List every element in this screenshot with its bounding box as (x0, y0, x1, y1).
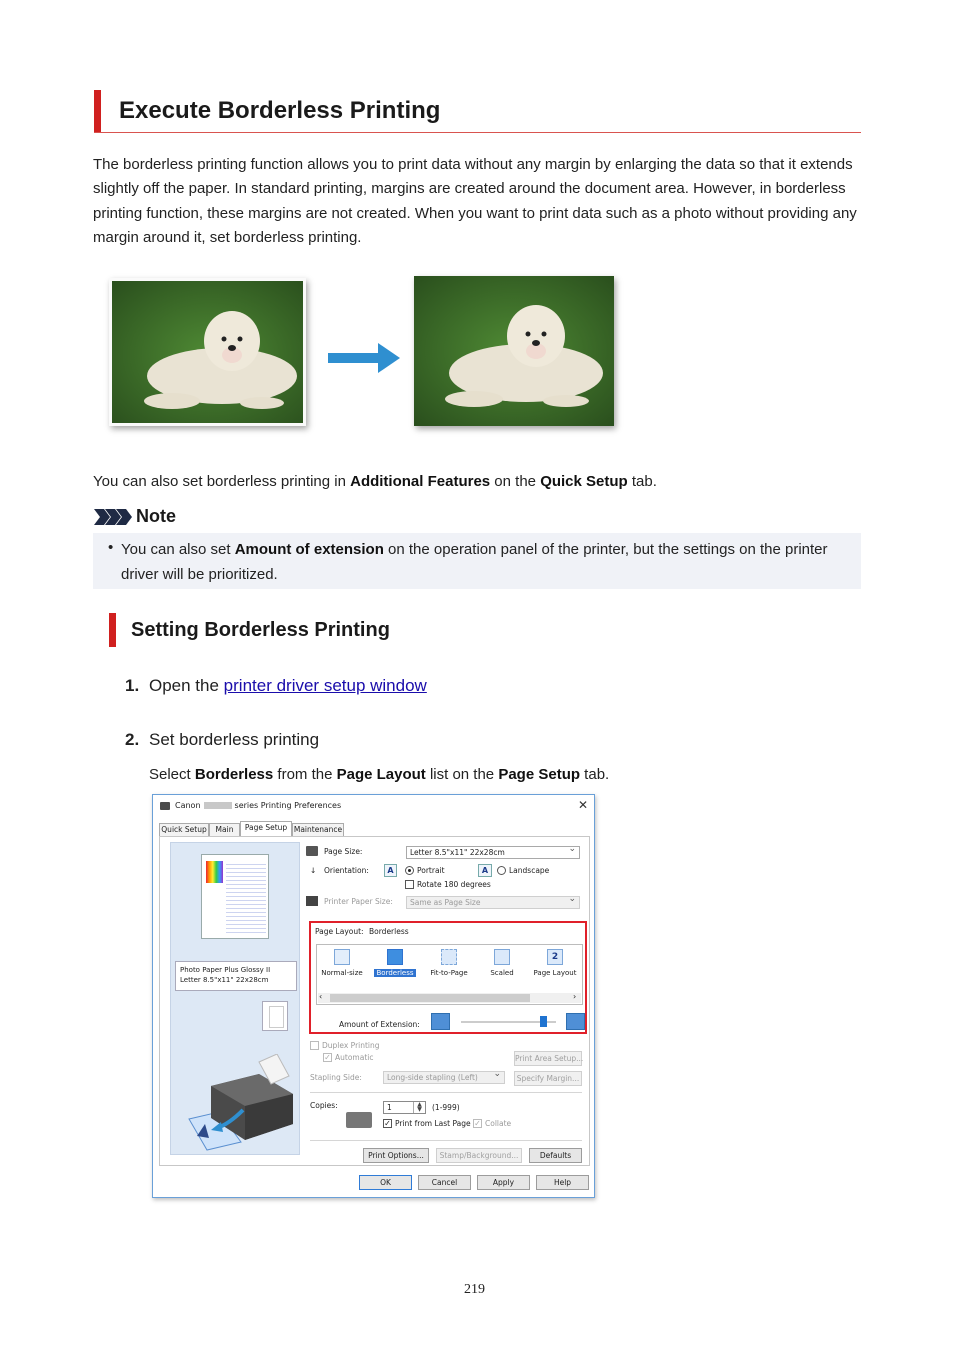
printer-paper-size-label: Printer Paper Size: (324, 897, 393, 906)
scrollbar-thumb[interactable] (330, 994, 530, 1002)
borderless-icon (387, 949, 403, 965)
copies-label: Copies: (310, 1101, 338, 1110)
layout-label: Fit-to-Page (430, 969, 468, 977)
printer-app-icon (160, 802, 170, 810)
layout-scrollbar[interactable] (318, 993, 581, 1003)
close-icon[interactable]: ✕ (578, 798, 589, 812)
extension-large-icon (566, 1013, 585, 1030)
step-2: 2. Set borderless printing (125, 730, 320, 749)
page-layout-label: Page Layout: (315, 927, 364, 936)
arrow-right-icon (328, 343, 400, 378)
media-type: Photo Paper Plus Glossy II (180, 966, 271, 974)
extension-slider-thumb[interactable] (540, 1016, 547, 1027)
rotate-180-label: Rotate 180 degrees (417, 880, 491, 889)
bordered-photo (109, 278, 306, 426)
layout-borderless[interactable] (370, 949, 420, 977)
print-from-last-page-label: Print from Last Page (395, 1119, 471, 1128)
page-setup-panel (159, 836, 590, 1166)
layout-label: Page Layout (533, 969, 577, 977)
divider (310, 1092, 582, 1093)
defaults-button[interactable]: Defaults (529, 1148, 582, 1163)
printer-illustration-icon (181, 1054, 299, 1156)
ok-button[interactable]: OK (359, 1175, 412, 1190)
scroll-right-icon[interactable]: › (573, 992, 577, 1001)
copies-stack-icon (346, 1112, 372, 1128)
amount-of-extension-label: Amount of Extension: (339, 1020, 420, 1029)
extension-small-icon (431, 1013, 450, 1030)
orientation-arrow-icon: ↓ (310, 866, 317, 875)
portrait-label: Portrait (417, 866, 445, 875)
landscape-label: Landscape (509, 866, 550, 875)
landscape-icon: A (478, 864, 492, 877)
portrait-radio[interactable] (405, 866, 414, 875)
stapling-side-label: Stapling Side: (310, 1073, 362, 1082)
orientation-label: Orientation: (324, 866, 369, 875)
note-bullet: • (108, 539, 114, 556)
page-size-label: Page Size: (324, 847, 363, 856)
page-layout-highlight (309, 921, 587, 1034)
preview-pane (170, 842, 300, 1155)
page-size-icon (306, 846, 318, 856)
stamp-background-button[interactable]: Stamp/Background... (436, 1148, 522, 1163)
tab-page-setup[interactable]: Page Setup (240, 821, 292, 837)
quick-setup-sentence: You can also set borderless printing in Additional Features on the Quick Setup tab. (93, 473, 657, 490)
collate-checkbox[interactable]: ✓ (474, 1119, 481, 1128)
page-layout-icon: 2 (547, 949, 563, 965)
note-text: You can also set Amount of extension on the operation panel of the printer, but the settings on the printer driver will be prioritized. (121, 541, 828, 583)
copies-input[interactable]: 1 (383, 1101, 426, 1114)
note-icon (94, 509, 132, 530)
apply-button[interactable]: Apply (477, 1175, 530, 1190)
landscape-radio[interactable] (497, 866, 506, 875)
printer-paper-size-select[interactable]: Same as Page Size ⌄ (406, 896, 580, 909)
page-title: Execute Borderless Printing (119, 97, 441, 124)
select-borderless-instruction: Select Borderless from the Page Layout list on the Page Setup tab. (149, 766, 610, 783)
scroll-left-icon[interactable]: ‹ (319, 992, 323, 1001)
layout-label: Normal-size (321, 969, 363, 977)
help-button[interactable]: Help (536, 1175, 589, 1190)
tab-maintenance[interactable]: Maintenance (292, 823, 344, 837)
paper-preview (201, 854, 269, 939)
layout-label: Scaled (490, 969, 514, 977)
specify-margin-button[interactable]: Specify Margin... (514, 1071, 582, 1086)
page-number: 219 (464, 1282, 485, 1297)
tab-main[interactable]: Main (209, 823, 240, 837)
dialog-title: Canon series Printing Preferences (175, 801, 342, 810)
print-options-button[interactable]: Print Options... (363, 1148, 429, 1163)
copies-spinner-icon[interactable]: ▲ ▼ (413, 1102, 425, 1113)
title-accent-bar (94, 90, 101, 133)
stapling-side-select[interactable]: Long-side stapling (Left) ⌄ (383, 1071, 505, 1084)
section-title: Setting Borderless Printing (131, 619, 390, 641)
automatic-label: Automatic (335, 1053, 374, 1062)
paper-orientation-icon (262, 1001, 288, 1031)
cancel-button[interactable]: Cancel (418, 1175, 471, 1190)
tab-quick-setup[interactable]: Quick Setup (159, 823, 209, 837)
title-rule (94, 132, 861, 133)
page-layout-list (316, 944, 583, 1005)
media-size: Letter 8.5"x11" 22x28cm (180, 976, 269, 984)
fit-to-page-icon (441, 949, 457, 965)
duplex-label: Duplex Printing (322, 1041, 380, 1050)
scaled-icon (494, 949, 510, 965)
printing-preferences-dialog (152, 794, 595, 1198)
borderless-photo (414, 276, 614, 426)
section-accent-bar (109, 613, 116, 647)
normal-size-icon (334, 949, 350, 965)
print-from-last-page-checkbox[interactable]: ✓ (384, 1119, 391, 1128)
duplex-checkbox[interactable] (310, 1041, 319, 1050)
portrait-icon: A (384, 864, 397, 877)
layout-fit-to-page[interactable] (424, 949, 474, 977)
layout-label: Borderless (376, 969, 414, 977)
layout-page-layout[interactable] (530, 949, 580, 977)
page-size-select[interactable]: Letter 8.5"x11" 22x28cm ⌄ (406, 846, 580, 859)
printer-driver-setup-link[interactable]: printer driver setup window (223, 676, 427, 695)
intro-paragraph: The borderless printing function allows you to print data without any margin by enlarging the data so that it extends slightly off the paper. In standard printing, margins are created around the document area. However, in borderless printing function, these margins are not created. When you want to print data such as a photo without providing any margin around it, set borderless printing. (93, 156, 857, 246)
layout-normal-size[interactable] (317, 949, 367, 977)
page-layout-value: Borderless (369, 927, 409, 936)
automatic-checkbox[interactable]: ✓ (324, 1053, 331, 1062)
collate-label: Collate (485, 1119, 512, 1128)
layout-scaled[interactable] (477, 949, 527, 977)
rotate-180-checkbox[interactable] (405, 880, 414, 889)
note-label: Note (136, 506, 176, 526)
printer-paper-icon (306, 896, 318, 906)
print-area-setup-button[interactable]: Print Area Setup... (514, 1051, 582, 1066)
media-info (175, 961, 297, 991)
copies-range: (1-999) (432, 1103, 460, 1112)
step-1: 1. Open the printer driver setup window (125, 676, 427, 695)
divider (310, 1140, 582, 1141)
